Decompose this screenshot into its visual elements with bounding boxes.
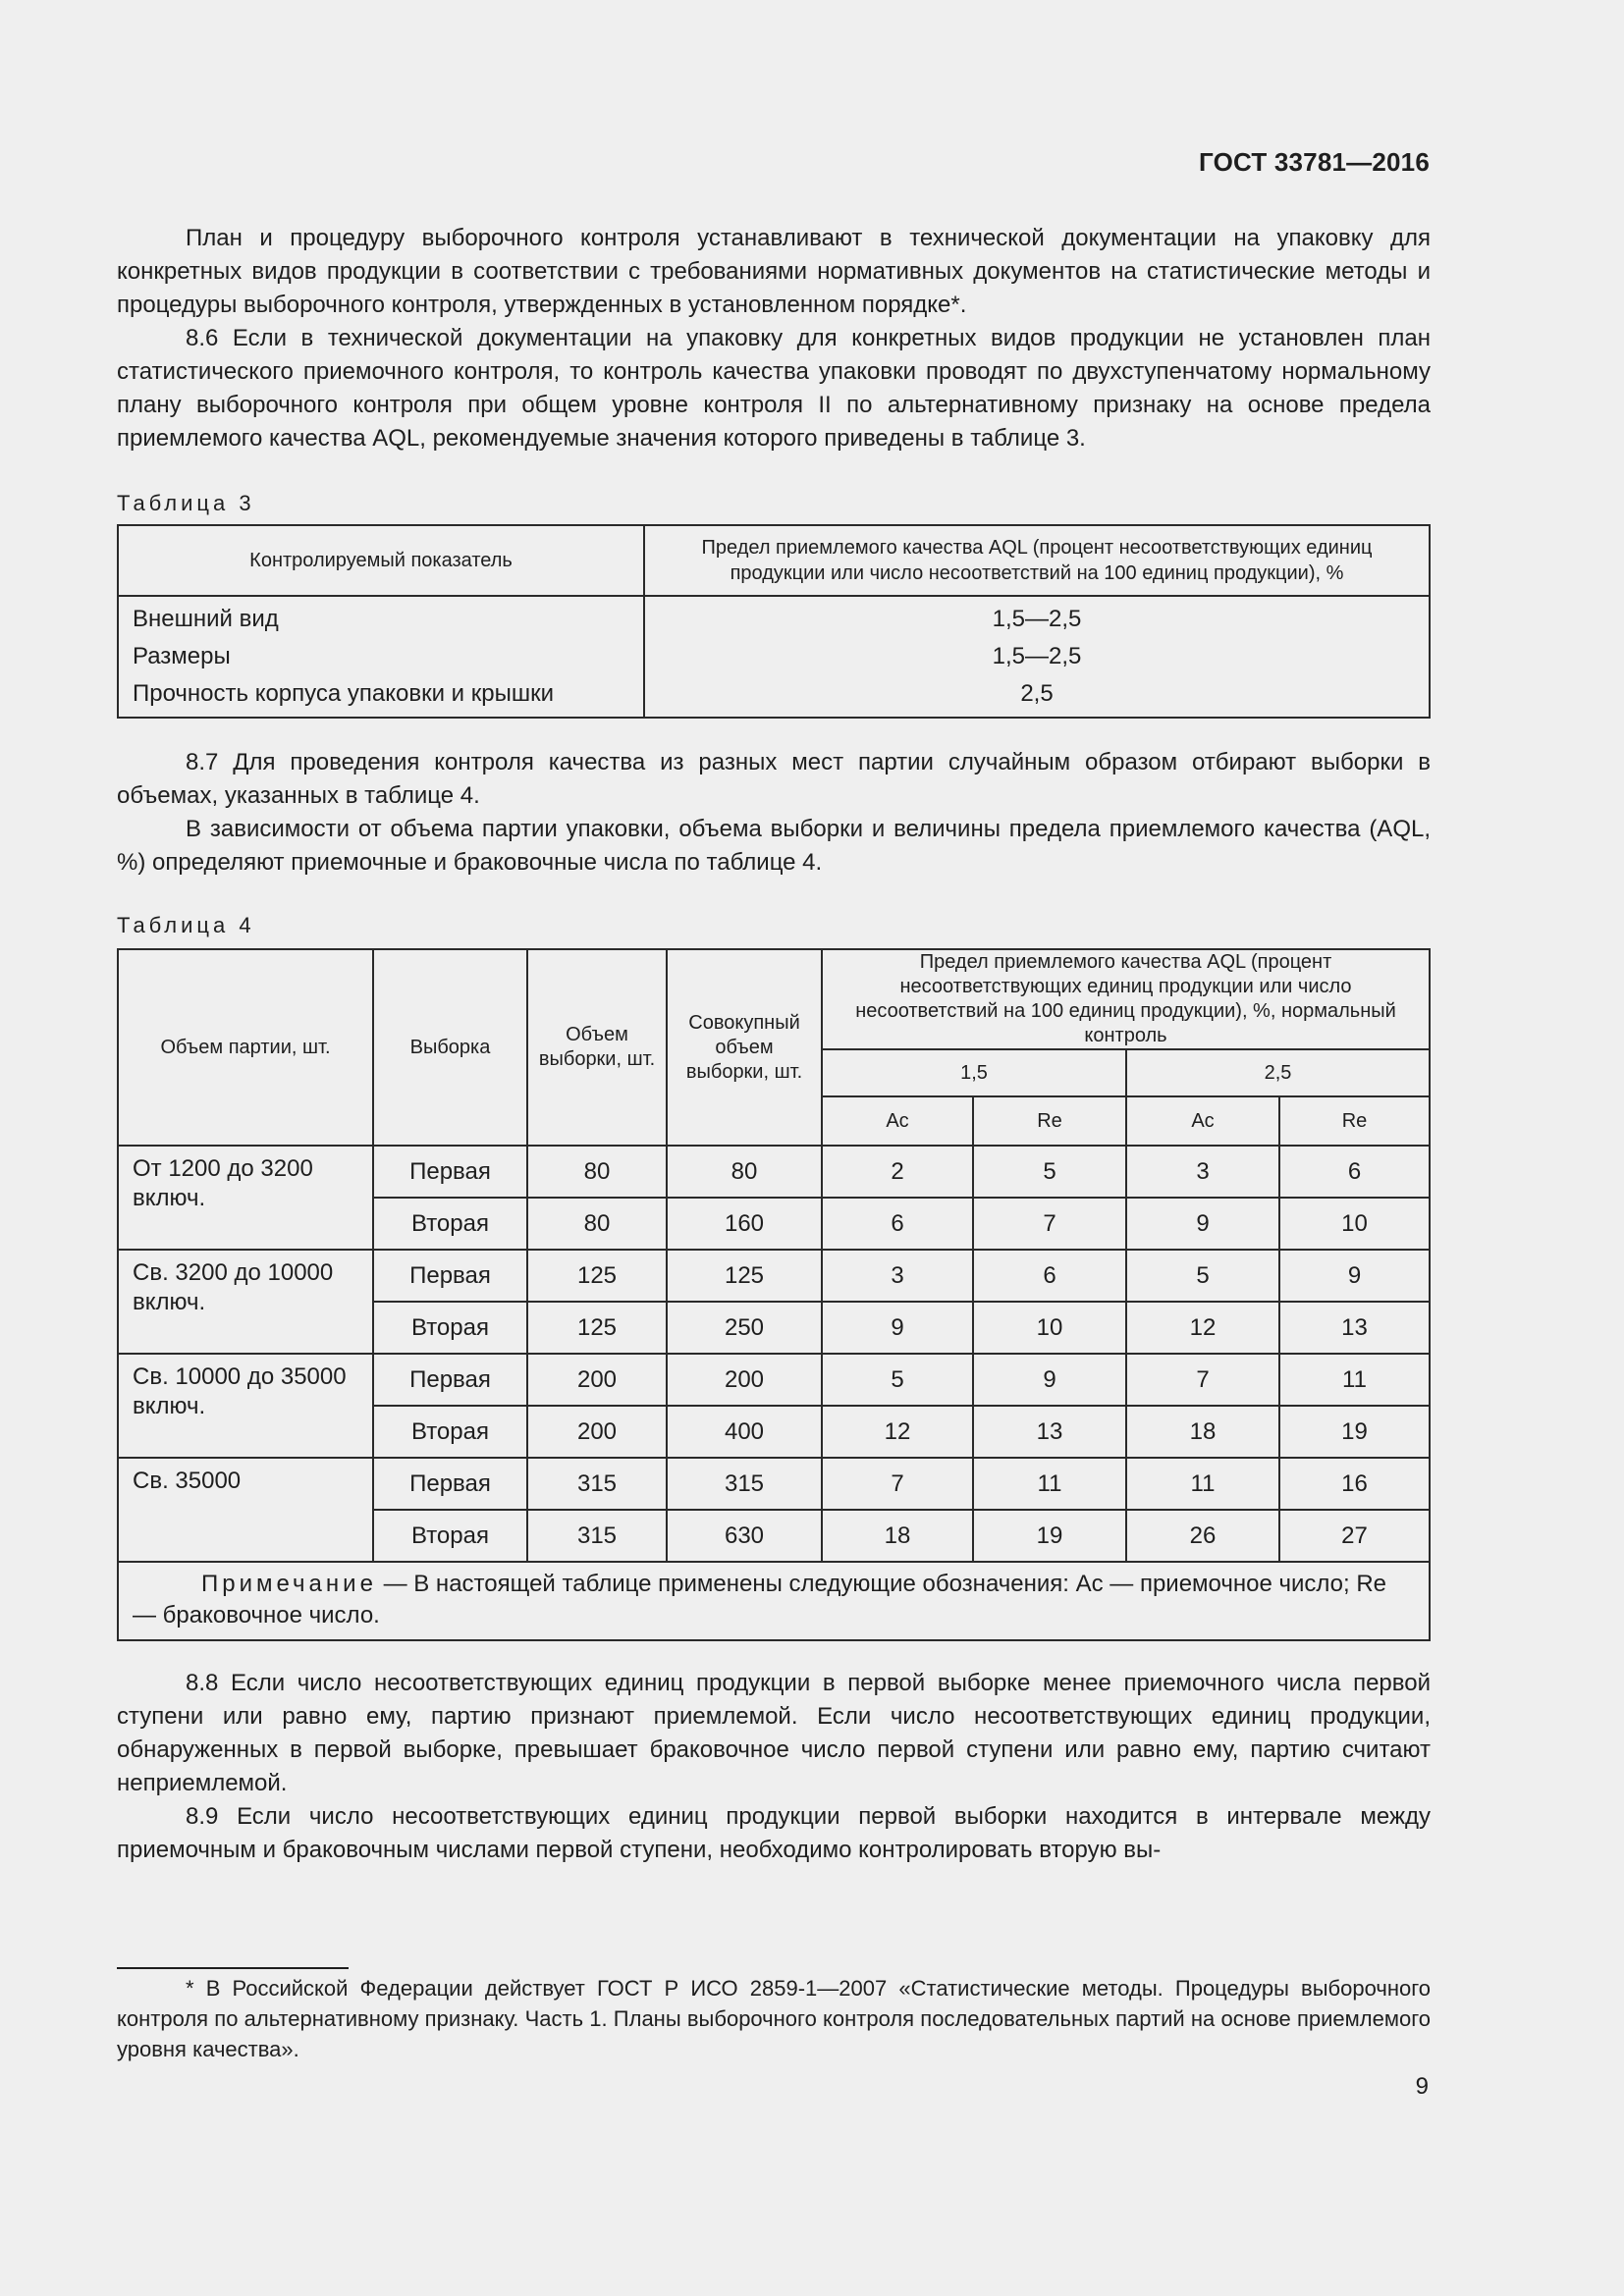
table4-sample: Вторая — [373, 1302, 527, 1354]
table4-lot: Св. 10000 до 35000 включ. — [118, 1354, 373, 1458]
table4-size: 80 — [527, 1198, 667, 1250]
table4-sample: Вторая — [373, 1198, 527, 1250]
table3-cell-name: Внешний вид — [118, 596, 644, 638]
table4-ac1: 12 — [822, 1406, 973, 1458]
table-row — [118, 596, 1430, 638]
table4-size: 80 — [527, 1146, 667, 1198]
table-row — [118, 675, 1430, 718]
table4-note-label: Примечание — [201, 1571, 377, 1597]
table3-head-indicator: Контролируемый показатель — [118, 525, 644, 596]
footnote-divider — [117, 1967, 349, 1969]
table4-re1: 13 — [973, 1406, 1126, 1458]
table4-head-cumulative: Совокупный объем выборки, шт. — [667, 949, 822, 1146]
table4-re2: 9 — [1279, 1250, 1430, 1302]
paragraph-8-7: 8.7 Для проведения контроля качества из разных мест партии случайным образом отбирают выборки в объемах, указанных в таблице 4. — [117, 749, 1431, 809]
paragraph-8-9: 8.9 Если число несоответствующих единиц продукции первой выборки находится в интервале между приемочным и браковочным числами первой ступени, необходимо контролировать вторую вы- — [117, 1803, 1431, 1863]
table4-ac2: 3 — [1126, 1146, 1279, 1198]
table4-re1: 6 — [973, 1250, 1126, 1302]
table-3 — [117, 524, 1431, 719]
page-number: 9 — [1415, 2073, 1429, 2100]
table4-note-text: — В настоящей таблице применены следующие обозначения: Ac — приемочное число; Re — браковочное число. — [133, 1571, 1387, 1629]
table4-ac2: 5 — [1126, 1250, 1279, 1302]
table4-cum: 160 — [667, 1198, 822, 1250]
table3-caption: Таблица 3 — [117, 491, 255, 515]
paragraph-aql: В зависимости от объема партии упаковки, объема выборки и величины предела приемлемого качества (AQL, %) определяют приемочные и браковочные числа по таблице 4. — [117, 816, 1431, 876]
table3-head-aql: Предел приемлемого качества AQL (процент несоответствующих единиц продукции или число несоответствий на 100 единиц продукции), % — [644, 525, 1430, 596]
table4-ac2: 26 — [1126, 1510, 1279, 1562]
table3-cell-value: 1,5—2,5 — [644, 638, 1430, 675]
table3-cell-value: 2,5 — [644, 675, 1430, 718]
table3-cell-name: Прочность корпуса упаковки и крышки — [118, 675, 644, 718]
table4-size: 125 — [527, 1250, 667, 1302]
table4-ac2: 11 — [1126, 1458, 1279, 1510]
table-row — [118, 1146, 1430, 1198]
table4-lot: Св. 35000 — [118, 1458, 373, 1562]
doc-number-header: ГОСТ 33781—2016 — [1199, 147, 1430, 177]
table4-re2: 6 — [1279, 1146, 1430, 1198]
table4-note — [118, 1562, 1430, 1640]
table-4 — [117, 948, 1431, 1641]
table-row — [118, 1354, 1430, 1406]
table4-ac2: 9 — [1126, 1198, 1279, 1250]
table4-cum: 400 — [667, 1406, 822, 1458]
main-content — [117, 222, 1431, 1867]
table4-re1: 9 — [973, 1354, 1126, 1406]
table4-cum: 630 — [667, 1510, 822, 1562]
table4-ac1: 3 — [822, 1250, 973, 1302]
table4-head-re: Re — [1279, 1096, 1430, 1146]
table4-sample: Первая — [373, 1458, 527, 1510]
table4-head-aql: Предел приемлемого качества AQL (процент несоответствующих единиц продукции или число несоответствий на 100 единиц продукции), %, нормальный контроль — [822, 949, 1430, 1049]
table4-caption: Таблица 4 — [117, 913, 255, 937]
table4-lot: От 1200 до 3200 включ. — [118, 1146, 373, 1250]
table4-size: 315 — [527, 1510, 667, 1562]
table4-re2: 11 — [1279, 1354, 1430, 1406]
table4-head-sample-size: Объем выборки, шт. — [527, 949, 667, 1146]
paragraph-8-8: 8.8 Если число несоответствующих единиц продукции в первой выборке менее приемочного числа первой ступени или равно ему, партию признают приемлемой. Если число несоответствующих единиц продукции, обнаруженных в первой выборке, превышает браковочное число первой ступени или равно ему, партию считают неприемлемой. — [117, 1670, 1431, 1796]
table4-ac1: 5 — [822, 1354, 973, 1406]
table-row — [118, 638, 1430, 675]
table4-re2: 27 — [1279, 1510, 1430, 1562]
table4-sample: Первая — [373, 1146, 527, 1198]
table4-re2: 10 — [1279, 1198, 1430, 1250]
table4-head-ac: Ac — [1126, 1096, 1279, 1146]
table4-head-lot: Объем партии, шт. — [118, 949, 373, 1146]
table4-head-ac: Ac — [822, 1096, 973, 1146]
footnote: * В Российской Федерации действует ГОСТ Р ИСО 2859-1—2007 «Статистические методы. Процедуры выборочного контроля по альтернативному признаку. Часть 1. Планы выборочного контроля последовательных партий на основе приемлемого уровня качества». — [117, 1976, 1431, 2061]
table3-cell-name: Размеры — [118, 638, 644, 675]
table4-size: 125 — [527, 1302, 667, 1354]
table4-re2: 19 — [1279, 1406, 1430, 1458]
table4-lot: Св. 3200 до 10000 включ. — [118, 1250, 373, 1354]
table4-cum: 315 — [667, 1458, 822, 1510]
table4-size: 200 — [527, 1406, 667, 1458]
table4-ac2: 18 — [1126, 1406, 1279, 1458]
table-row — [118, 1458, 1430, 1510]
table4-re1: 7 — [973, 1198, 1126, 1250]
table4-head-aql-1-5: 1,5 — [822, 1049, 1126, 1096]
table4-ac1: 9 — [822, 1302, 973, 1354]
table3-cell-value: 1,5—2,5 — [644, 596, 1430, 638]
table4-ac1: 2 — [822, 1146, 973, 1198]
table-row — [118, 1250, 1430, 1302]
table4-re1: 5 — [973, 1146, 1126, 1198]
table4-cum: 80 — [667, 1146, 822, 1198]
table4-re1: 11 — [973, 1458, 1126, 1510]
table4-ac2: 12 — [1126, 1302, 1279, 1354]
table4-ac1: 6 — [822, 1198, 973, 1250]
table4-cum: 200 — [667, 1354, 822, 1406]
table4-head-sample: Выборка — [373, 949, 527, 1146]
table4-sample: Первая — [373, 1354, 527, 1406]
table4-ac2: 7 — [1126, 1354, 1279, 1406]
table4-re2: 13 — [1279, 1302, 1430, 1354]
table4-ac1: 18 — [822, 1510, 973, 1562]
table4-re1: 10 — [973, 1302, 1126, 1354]
table4-re1: 19 — [973, 1510, 1126, 1562]
table4-sample: Вторая — [373, 1406, 527, 1458]
table4-head-re: Re — [973, 1096, 1126, 1146]
table-note-row — [118, 1562, 1430, 1640]
table4-head-aql-2-5: 2,5 — [1126, 1049, 1430, 1096]
table4-cum: 250 — [667, 1302, 822, 1354]
table4-size: 315 — [527, 1458, 667, 1510]
paragraph-plan: План и процедуру выборочного контроля устанавливают в технической документации на упаковку для конкретных видов продукции в соответствии с требованиями нормативных документов на статистические методы и процедуры выборочного контроля, утвержденных в установленном порядке*. — [117, 225, 1431, 318]
table4-cum: 125 — [667, 1250, 822, 1302]
table4-sample: Первая — [373, 1250, 527, 1302]
paragraph-8-6: 8.6 Если в технической документации на упаковку для конкретных видов продукции не установлен план статистического приемочного контроля, то контроль качества упаковки проводят по двухступенчатому нормальному плану выборочного контроля при общем уровне контроля II по альтернативному признаку на основе предела приемлемого качества AQL, рекомендуемые значения которого приведены в таблице 3. — [117, 325, 1431, 452]
table4-size: 200 — [527, 1354, 667, 1406]
table4-sample: Вторая — [373, 1510, 527, 1562]
table4-re2: 16 — [1279, 1458, 1430, 1510]
table4-ac1: 7 — [822, 1458, 973, 1510]
